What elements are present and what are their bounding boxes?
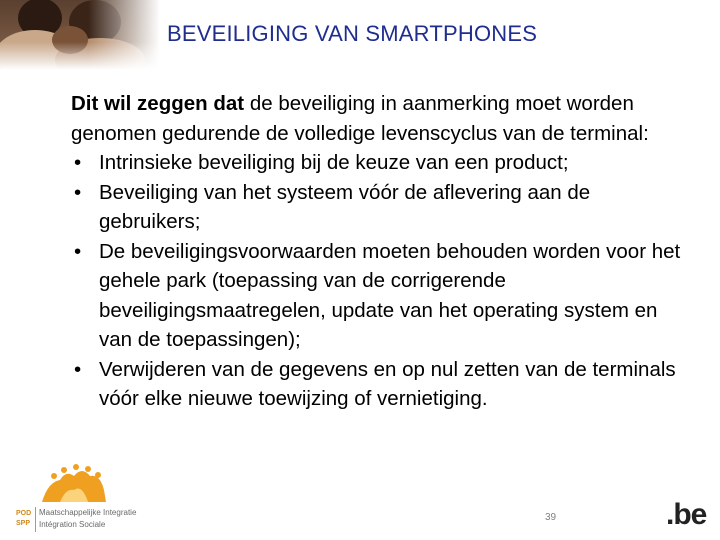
organization-logo [8, 462, 158, 536]
org-abbreviation [16, 509, 31, 529]
org-abbr-pod: POD [16, 510, 32, 517]
org-name-fr: Intégration Sociale [39, 520, 106, 529]
logo-divider [35, 507, 36, 532]
bullet-marker: • [74, 151, 82, 174]
bullet-item [71, 148, 691, 178]
org-abbr-spp: SPP [16, 520, 31, 527]
slide-body [71, 89, 691, 414]
bullet-text: Intrinsieke beveiliging bij de keuze van een product; [99, 151, 569, 174]
sun-figures-icon [40, 462, 110, 504]
bullet-item [71, 178, 691, 237]
bullet-marker: • [74, 357, 82, 381]
bullet-item [71, 355, 691, 414]
org-name [39, 507, 136, 531]
bullet-list [71, 148, 691, 414]
org-name-nl: Maatschappelijke Integratie [39, 508, 137, 517]
be-logo: .be [666, 498, 707, 531]
intro-paragraph [71, 89, 691, 148]
intro-text: de beveiliging in aanmerking moet worden genomen gedurende de volledige levenscyclus van de terminal: [71, 92, 649, 145]
bullet-text: De beveiligingsvoorwaarden moeten behouden worden voor het gehele park (toepassing van de corrigerende beveiligingsmaatregelen, update van het operating system en van de toepassingen); [99, 239, 681, 351]
page-number: 39 [545, 512, 557, 523]
bullet-text: Verwijderen van de gegevens en op nul zetten van de terminals vóór elke nieuwe toewijzing of vernietiging. [99, 357, 676, 410]
bullet-item [71, 237, 691, 355]
bullet-marker: • [74, 180, 82, 204]
intro-bold-text: Dit wil zeggen dat [71, 92, 245, 115]
bullet-marker: • [74, 239, 82, 263]
bullet-text: Beveiliging van het systeem vóór de aflevering aan de gebruikers; [99, 180, 591, 233]
header-photo [0, 0, 160, 70]
slide-title: BEVEILIGING VAN SMARTPHONES [167, 21, 538, 46]
